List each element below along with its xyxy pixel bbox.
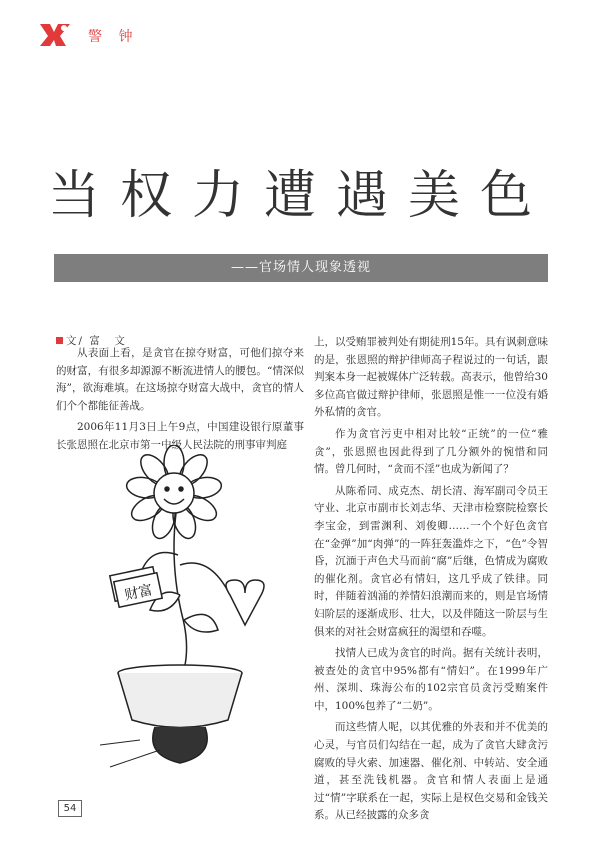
flower-pot-cartoon bbox=[100, 445, 300, 775]
article-title: 当权力遭遇美色 bbox=[47, 165, 552, 226]
paragraph: 从陈希同、成克杰、胡长清、海军副司令员王守业、北京市副市长刘志华、天津市检察院检察长李宝金，到雷渊利、刘俊卿……一个个好色贪官在“金弹”加“肉弹”的一阵狂轰滥炸之下，“色”令智昏，沉湎于声色犬马而前“腐”后继，色情成为腐败的催化剂。贪官必有情妇，这几乎成了铁律。同时，伴随着汹涌的养情妇浪潮而来的，则是官场情妇阶层的逐渐成形、壮大，以及伴随这一阶层与生俱来的对社会财富疯狂的渴望和吞噬。 bbox=[314, 484, 548, 638]
paragraph: 上，以受贿罪被判处有期徒刑15年。具有讽刺意味的是，张恩照的辩护律师高子程说过的一句话，跟判案本身一起被媒体广泛转载。高表示，他曾给30多位高官做过辩护律师，张恩照是惟一一位没有婚外私情的贪官。 bbox=[314, 336, 548, 419]
page-header bbox=[38, 20, 578, 50]
section-logo-icon bbox=[38, 20, 72, 48]
paragraph: 作为贪官污吏中相对比较“正统”的一位“雅贪”，张恩照也因此得到了几分额外的惋惜和同情。曾几何时，“贪而不淫”也成为新闻了？ bbox=[314, 427, 548, 476]
paragraph: 从表面上看，是贪官在掠夺财富，可他们掠夺来的财富，有很多却源源不断流进情人的腰包。“情深似海”，欲海难填。在这场掠夺财富大战中，贪官的情人们个个都能征善战。 bbox=[56, 347, 304, 412]
article-subtitle: ——官场情人现象透视 bbox=[230, 260, 371, 275]
heart-icon bbox=[226, 580, 264, 625]
paragraph: 2006年11月3日上午9点，中国建设银行原董事长张恩照在北京市第一中级人民法院的刑事审判庭 bbox=[56, 421, 304, 451]
subtitle-bar bbox=[54, 254, 548, 282]
byline-text: 文/ 富 文 bbox=[66, 335, 127, 347]
section-label: 警 钟 bbox=[88, 29, 139, 45]
flower-face-icon bbox=[154, 473, 194, 513]
paragraph: 而这些情人呢，以其优雅的外表和并不优美的心灵，与官员们勾结在一起，成为了贪官大肆贪污腐败的导火索、加速器、催化剂、中转站、安全通道，甚至洗钱机器。贪官和情人表面上是通过“情”字联系在一起，实际上是权色交易和金钱关系。从已经披露的众多贪 bbox=[314, 721, 548, 822]
money-label: 财富 bbox=[123, 582, 154, 604]
right-column bbox=[314, 334, 548, 829]
paragraph: 找情人已成为贪官的时尚。据有关统计表明，被查处的贪官中95%都有“情妇”。在1999年广州、深圳、珠海公布的102宗官员贪污受贿案件中，100%包养了“二奶”。 bbox=[314, 647, 548, 712]
left-column bbox=[56, 345, 304, 459]
byline-marker-icon bbox=[56, 337, 63, 344]
page-number: 54 bbox=[58, 800, 82, 817]
